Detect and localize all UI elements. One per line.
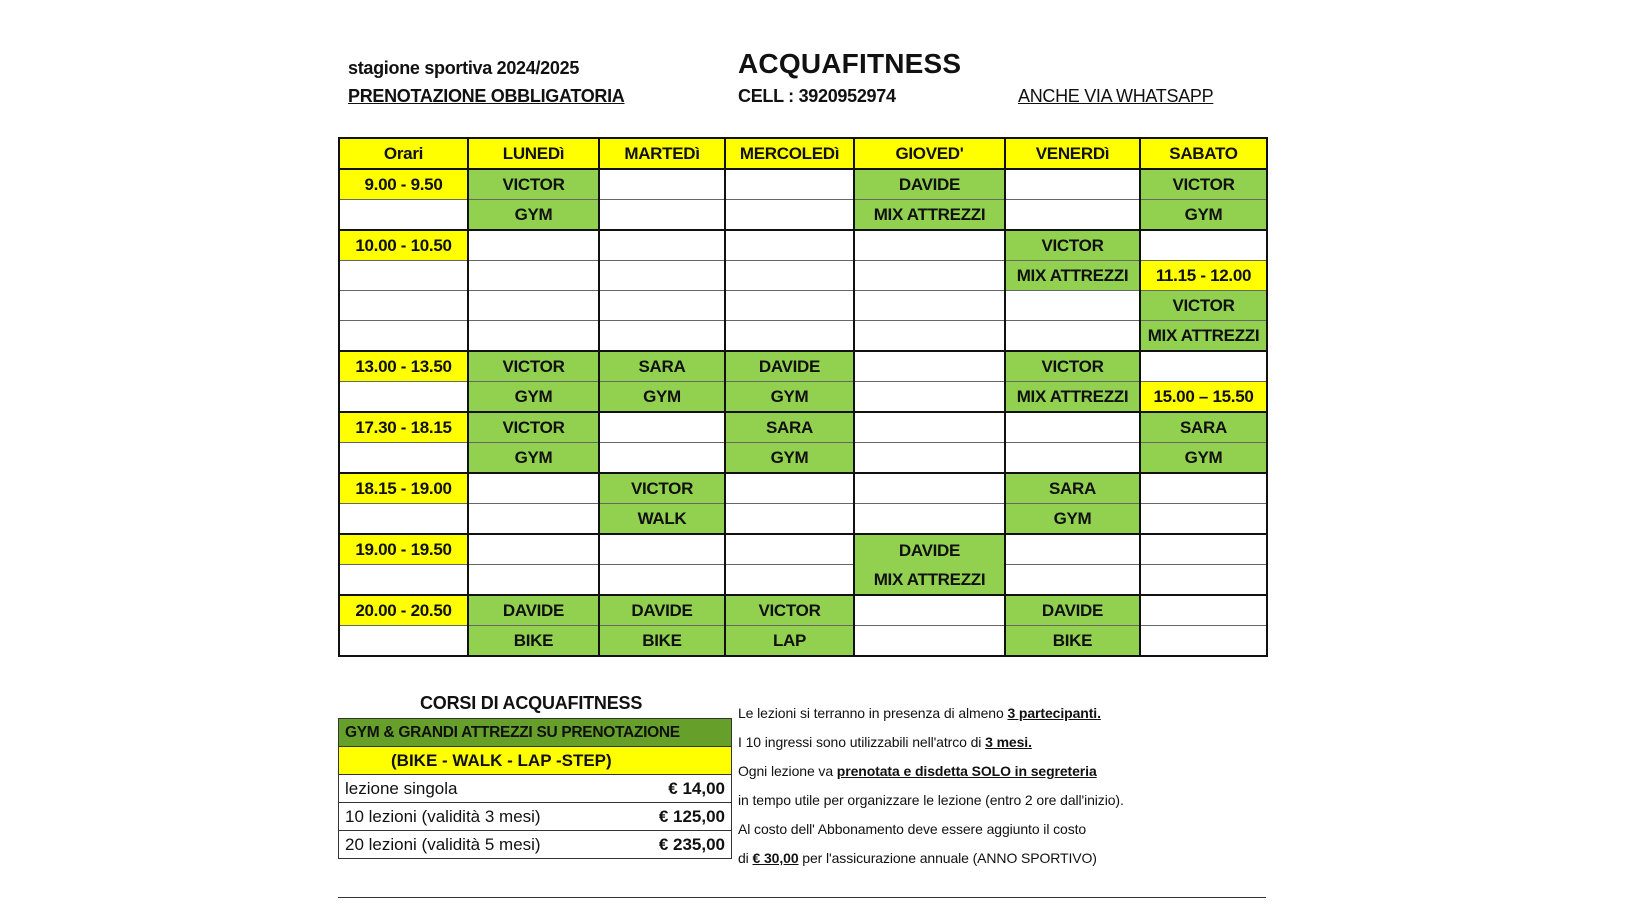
note-line: Ogni lezione va prenotata e disdetta SOLO in segreteria — [738, 763, 1097, 779]
schedule-cell: BIKE — [599, 626, 725, 657]
price-row — [339, 775, 732, 803]
column-header-times: Orari — [339, 138, 468, 169]
column-header-day: MERCOLEDì — [725, 138, 854, 169]
time-slot-cell: 15.00 – 15.50 — [1140, 382, 1267, 413]
schedule-cell — [1140, 351, 1267, 382]
schedule-cell — [1140, 565, 1267, 596]
schedule-cell: SARA — [599, 351, 725, 382]
time-slot-cell — [339, 382, 468, 413]
schedule-cell — [854, 595, 1005, 626]
price-label: 20 lezioni (validità 5 mesi) — [339, 831, 619, 859]
schedule-cell — [725, 291, 854, 321]
schedule-cell — [599, 443, 725, 474]
schedule-cell — [599, 321, 725, 352]
schedule-cell: VICTOR — [468, 412, 599, 443]
schedule-cell — [599, 200, 725, 231]
price-table — [338, 718, 732, 859]
schedule-cell — [468, 534, 599, 565]
season-label: stagione sportiva 2024/2025 — [348, 58, 580, 78]
schedule-cell — [468, 321, 599, 352]
schedule-cell — [1005, 443, 1140, 474]
schedule-cell: BIKE — [468, 626, 599, 657]
schedule-cell — [599, 261, 725, 291]
column-header-day: LUNEDì — [468, 138, 599, 169]
schedule-cell: GYM — [1140, 443, 1267, 474]
schedule-cell — [1005, 565, 1140, 596]
schedule-cell: SARA — [725, 412, 854, 443]
schedule-cell — [725, 169, 854, 200]
schedule-cell: WALK — [599, 504, 725, 535]
schedule-cell — [1140, 473, 1267, 504]
schedule-cell: VICTOR — [725, 595, 854, 626]
time-slot-cell — [339, 443, 468, 474]
schedule-cell — [468, 504, 599, 535]
schedule-cell — [599, 230, 725, 261]
whatsapp-note: ANCHE VIA WHATSAPP — [1018, 86, 1214, 106]
schedule-cell: VICTOR — [1005, 351, 1140, 382]
schedule-cell — [599, 169, 725, 200]
price-label: lezione singola — [339, 775, 619, 803]
schedule-row — [339, 534, 1267, 565]
schedule-cell — [725, 565, 854, 596]
schedule-cell-merged — [854, 534, 1005, 595]
schedule-cell — [1140, 504, 1267, 535]
schedule-row — [339, 443, 1267, 474]
time-slot-cell — [339, 291, 468, 321]
schedule-cell — [1140, 595, 1267, 626]
note-line: I 10 ingressi sono utilizzabili nell'atrco di 3 mesi. — [738, 734, 1032, 750]
schedule-cell: GYM — [725, 382, 854, 413]
schedule-row — [339, 351, 1267, 382]
schedule-cell — [599, 291, 725, 321]
time-slot-cell — [339, 321, 468, 352]
schedule-cell — [468, 473, 599, 504]
schedule-cell: DAVIDE — [854, 169, 1005, 200]
booking-required-label: PRENOTAZIONE OBBLIGATORIA — [348, 86, 625, 106]
schedule-row — [339, 200, 1267, 231]
time-slot-cell — [339, 261, 468, 291]
schedule-cell: MIX ATTREZZI — [854, 200, 1005, 231]
time-slot-cell: 19.00 - 19.50 — [339, 534, 468, 565]
column-header-day: MARTEDì — [599, 138, 725, 169]
time-slot-cell: 11.15 - 12.00 — [1140, 261, 1267, 291]
schedule-row — [339, 382, 1267, 413]
time-slot-cell: 10.00 - 10.50 — [339, 230, 468, 261]
schedule-table — [338, 137, 1268, 657]
time-slot-cell: 17.30 - 18.15 — [339, 412, 468, 443]
schedule-row — [339, 473, 1267, 504]
schedule-cell — [725, 321, 854, 352]
schedule-row — [339, 321, 1267, 352]
schedule-row — [339, 291, 1267, 321]
schedule-cell: DAVIDE — [599, 595, 725, 626]
schedule-row — [339, 412, 1267, 443]
schedule-cell — [725, 200, 854, 231]
schedule-cell: VICTOR — [1140, 169, 1267, 200]
note-line: di € 30,00 per l'assicurazione annuale (ANNO SPORTIVO) — [738, 850, 1097, 866]
price-row — [339, 831, 732, 859]
schedule-cell: DAVIDE — [1005, 595, 1140, 626]
course-category: GYM & GRANDI ATTREZZI SU PRENOTAZIONE — [339, 719, 732, 747]
price-value: € 125,00 — [619, 803, 732, 831]
price-row — [339, 803, 732, 831]
schedule-cell: VICTOR — [1005, 230, 1140, 261]
schedule-cell — [854, 382, 1005, 413]
schedule-row — [339, 230, 1267, 261]
schedule-row — [339, 504, 1267, 535]
note-line: in tempo utile per organizzare le lezione (entro 2 ore dall'inizio). — [738, 792, 1124, 808]
schedule-cell: GYM — [1140, 200, 1267, 231]
schedule-cell — [468, 565, 599, 596]
time-slot-cell: 9.00 - 9.50 — [339, 169, 468, 200]
schedule-cell: SARA — [1140, 412, 1267, 443]
schedule-cell — [725, 534, 854, 565]
schedule-cell — [468, 291, 599, 321]
schedule-cell: MIX ATTREZZI — [1005, 261, 1140, 291]
schedule-cell — [854, 473, 1005, 504]
price-label: 10 lezioni (validità 3 mesi) — [339, 803, 619, 831]
schedule-cell: GYM — [1005, 504, 1140, 535]
schedule-cell: MIX ATTREZZI — [1005, 382, 1140, 413]
column-header-day: VENERDì — [1005, 138, 1140, 169]
schedule-cell — [854, 261, 1005, 291]
schedule-row — [339, 565, 1267, 596]
price-value: € 235,00 — [619, 831, 732, 859]
schedule-row — [339, 169, 1267, 200]
schedule-cell: DAVIDE — [725, 351, 854, 382]
schedule-cell — [1140, 534, 1267, 565]
column-header-day: SABATO — [1140, 138, 1267, 169]
schedule-cell — [599, 412, 725, 443]
note-line: Al costo dell' Abbonamento deve essere aggiunto il costo — [738, 821, 1087, 837]
schedule-cell — [854, 351, 1005, 382]
schedule-cell — [1005, 321, 1140, 352]
schedule-cell: VICTOR — [1140, 291, 1267, 321]
schedule-row — [339, 261, 1267, 291]
course-equipment: (BIKE - WALK - LAP -STEP) — [339, 747, 732, 775]
schedule-cell — [854, 626, 1005, 657]
note-line: Le lezioni si terranno in presenza di almeno 3 partecipanti. — [738, 705, 1101, 721]
schedule-header-row — [339, 138, 1267, 169]
time-slot-cell — [339, 504, 468, 535]
schedule-row — [339, 626, 1267, 657]
time-slot-cell — [339, 565, 468, 596]
schedule-cell: GYM — [468, 382, 599, 413]
schedule-cell — [854, 321, 1005, 352]
instructor-label: DAVIDE — [898, 540, 961, 560]
bottom-divider — [338, 897, 1266, 898]
time-slot-cell — [339, 200, 468, 231]
schedule-cell — [1140, 230, 1267, 261]
schedule-cell — [854, 443, 1005, 474]
schedule-cell: GYM — [468, 200, 599, 231]
schedule-cell — [1005, 200, 1140, 231]
schedule-cell — [468, 230, 599, 261]
schedule-cell — [1005, 291, 1140, 321]
schedule-cell: VICTOR — [468, 351, 599, 382]
schedule-cell — [854, 412, 1005, 443]
schedule-cell: GYM — [599, 382, 725, 413]
time-slot-cell: 18.15 - 19.00 — [339, 473, 468, 504]
schedule-cell — [468, 261, 599, 291]
schedule-cell — [599, 534, 725, 565]
schedule-cell: GYM — [725, 443, 854, 474]
schedule-cell: GYM — [468, 443, 599, 474]
schedule-cell — [725, 261, 854, 291]
schedule-cell — [854, 230, 1005, 261]
schedule-cell — [1005, 169, 1140, 200]
schedule-row — [339, 595, 1267, 626]
schedule-cell — [725, 473, 854, 504]
schedule-cell — [599, 565, 725, 596]
courses-title: CORSI DI ACQUAFITNESS — [420, 693, 643, 713]
phone-number: CELL : 3920952974 — [738, 86, 896, 106]
schedule-cell — [1005, 534, 1140, 565]
schedule-cell: SARA — [1005, 473, 1140, 504]
time-slot-cell — [339, 626, 468, 657]
time-slot-cell: 20.00 - 20.50 — [339, 595, 468, 626]
schedule-cell: VICTOR — [599, 473, 725, 504]
time-slot-cell: 13.00 - 13.50 — [339, 351, 468, 382]
schedule-cell: MIX ATTREZZI — [1140, 321, 1267, 352]
schedule-cell — [854, 291, 1005, 321]
schedule-cell — [1005, 412, 1140, 443]
schedule-cell — [1140, 626, 1267, 657]
schedule-cell: BIKE — [1005, 626, 1140, 657]
schedule-cell: VICTOR — [468, 169, 599, 200]
schedule-cell — [725, 230, 854, 261]
schedule-cell: DAVIDE — [468, 595, 599, 626]
schedule-cell — [854, 504, 1005, 535]
price-value: € 14,00 — [619, 775, 732, 803]
column-header-day: GIOVED' — [854, 138, 1005, 169]
page-title: ACQUAFITNESS — [738, 48, 962, 79]
schedule-cell — [725, 504, 854, 535]
schedule-cell: LAP — [725, 626, 854, 657]
class-type-label: MIX ATTREZZI — [873, 569, 986, 589]
